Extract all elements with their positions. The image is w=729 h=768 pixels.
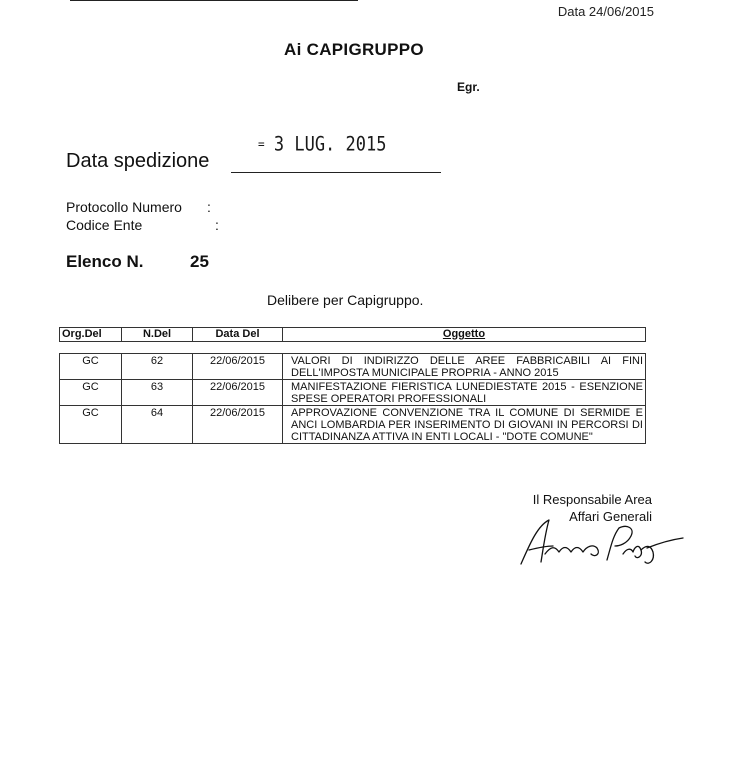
cell-date: 22/06/2015 — [193, 406, 283, 444]
entity-code-label: Codice Ente — [66, 217, 143, 233]
document-title: Ai CAPIGRUPPO — [284, 40, 424, 59]
cell-num: 62 — [122, 354, 193, 380]
stamp-dash: = — [258, 136, 264, 152]
handwritten-signature-icon — [515, 516, 685, 572]
cell-num: 63 — [122, 380, 193, 406]
header-n-del: N.Del — [122, 328, 193, 342]
protocol-number-row — [66, 198, 211, 216]
shipping-date-label: Data spedizione — [66, 150, 210, 172]
cell-date: 22/06/2015 — [193, 380, 283, 406]
entity-code-row — [66, 216, 219, 234]
date-stamp — [258, 133, 386, 156]
cell-subject: MANIFESTAZIONE FIERISTICA LUNEDIESTATE 2015 - ESENZIONE SPESE OPERATORI PROFESSIONALI — [283, 380, 646, 406]
cell-org: GC — [60, 354, 122, 380]
list-subtitle: Delibere per Capigruppo. — [267, 292, 424, 308]
cell-date: 22/06/2015 — [193, 354, 283, 380]
cell-org: GC — [60, 406, 122, 444]
header-oggetto: Oggetto — [283, 328, 646, 342]
top-rule — [70, 0, 358, 1]
elenco-label: Elenco N. — [66, 252, 144, 271]
responsible-area: Affari Generali — [569, 509, 652, 524]
recipient-salutation: Egr. — [457, 80, 480, 94]
cell-subject: APPROVAZIONE CONVENZIONE TRA IL COMUNE DI SERMIDE E ANCI LOMBARDIA PER INSERIMENTO DI GIOVANI IN PERCORSI DI CITTADINANZA ATTIVA IN ENTI LOCALI - "DOTE COMUNE" — [283, 406, 646, 444]
document-date: Data 24/06/2015 — [557, 4, 654, 19]
cell-subject: VALORI DI INDIRIZZO DELLE AREE FABBRICABILI AI FINI DELL'IMPOSTA MUNICIPALE PROPRIA - ANNO 2015 — [283, 354, 646, 380]
cell-org: GC — [60, 380, 122, 406]
entity-code-colon: : — [215, 217, 219, 233]
protocol-number-colon: : — [207, 199, 211, 215]
header-org-del: Org.Del — [60, 328, 122, 342]
header-data-del: Data Del — [193, 328, 283, 342]
table-row — [60, 354, 646, 380]
stamp-date-text: 3 LUG. 2015 — [273, 133, 387, 156]
responsible-title: Il Responsabile Area — [532, 492, 652, 507]
table-row — [60, 406, 646, 444]
protocol-block — [66, 198, 219, 234]
protocol-number-label: Protocollo Numero — [66, 199, 182, 215]
cell-num: 64 — [122, 406, 193, 444]
elenco-number: 25 — [190, 252, 209, 271]
shipping-date-line — [231, 172, 441, 173]
table-header — [59, 327, 646, 342]
table-row — [60, 380, 646, 406]
table-header-row — [60, 328, 646, 342]
deliberations-table — [59, 353, 646, 444]
elenco-heading — [66, 252, 209, 272]
